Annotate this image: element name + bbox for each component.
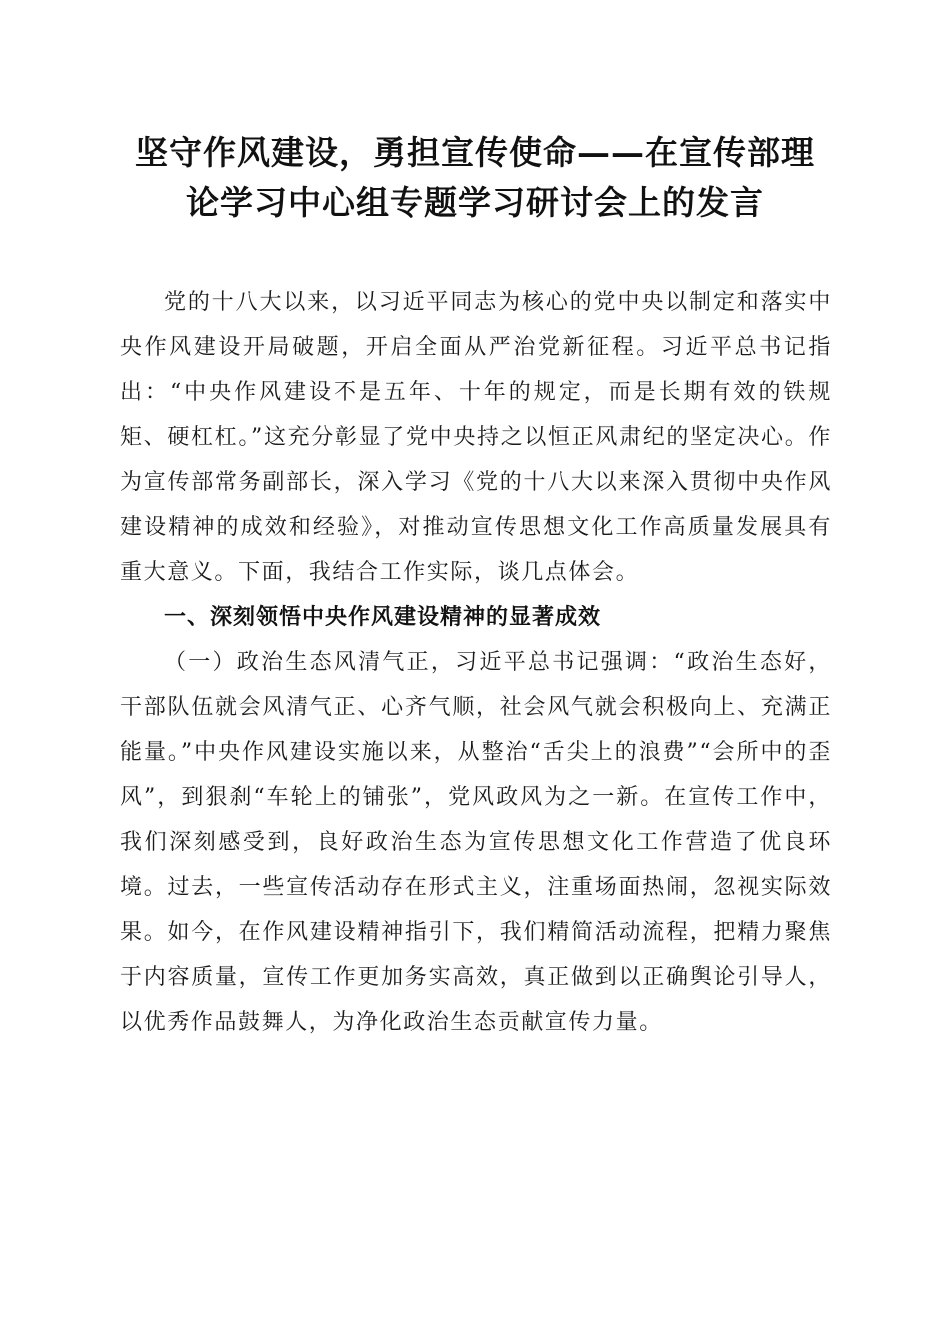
document-body bbox=[120, 280, 832, 1045]
document-title bbox=[110, 128, 840, 228]
title-line-2: 论学习中心组专题学习研讨会上的发言 bbox=[186, 183, 764, 222]
section-heading-1: 一、深刻领悟中央作风建设精神的显著成效 bbox=[164, 605, 602, 630]
title-line-1: 坚守作风建设，勇担宣传使命——在宣传部理 bbox=[135, 133, 815, 172]
section-1-paragraph-1: （一）政治生态风清气正，习近平总书记强调：“政治生态好，干部队伍就会风清气正、心齐气顺，社会风气就会积极向上、充满正能量。”中央作风建设实施以来，从整治“舌尖上的浪费”“会所中的歪风”，到狠刹“车轮上的铺张”，党风政风为之一新。在宣传工作中，我们深刻感受到，良好政治生态为宣传思想文化工作营造了优良环境。过去，一些宣传活动存在形式主义，注重场面热闹，忽视实际效果。如今，在作风建设精神指引下，我们精简活动流程，把精力聚焦于内容质量，宣传工作更加务实高效，真正做到以正确舆论引导人，以优秀作品鼓舞人，为净化政治生态贡献宣传力量。 bbox=[120, 650, 832, 1035]
intro-paragraph: 党的十八大以来，以习近平同志为核心的党中央以制定和落实中央作风建设开局破题，开启全面从严治党新征程。习近平总书记指出：“中央作风建设不是五年、十年的规定，而是长期有效的铁规矩、硬杠杠。”这充分彰显了党中央持之以恒正风肃纪的坚定决心。作为宣传部常务副部长，深入学习《党的十八大以来深入贯彻中央作风建设精神的成效和经验》，对推动宣传思想文化工作高质量发展具有重大意义。下面，我结合工作实际，谈几点体会。 bbox=[120, 290, 832, 585]
